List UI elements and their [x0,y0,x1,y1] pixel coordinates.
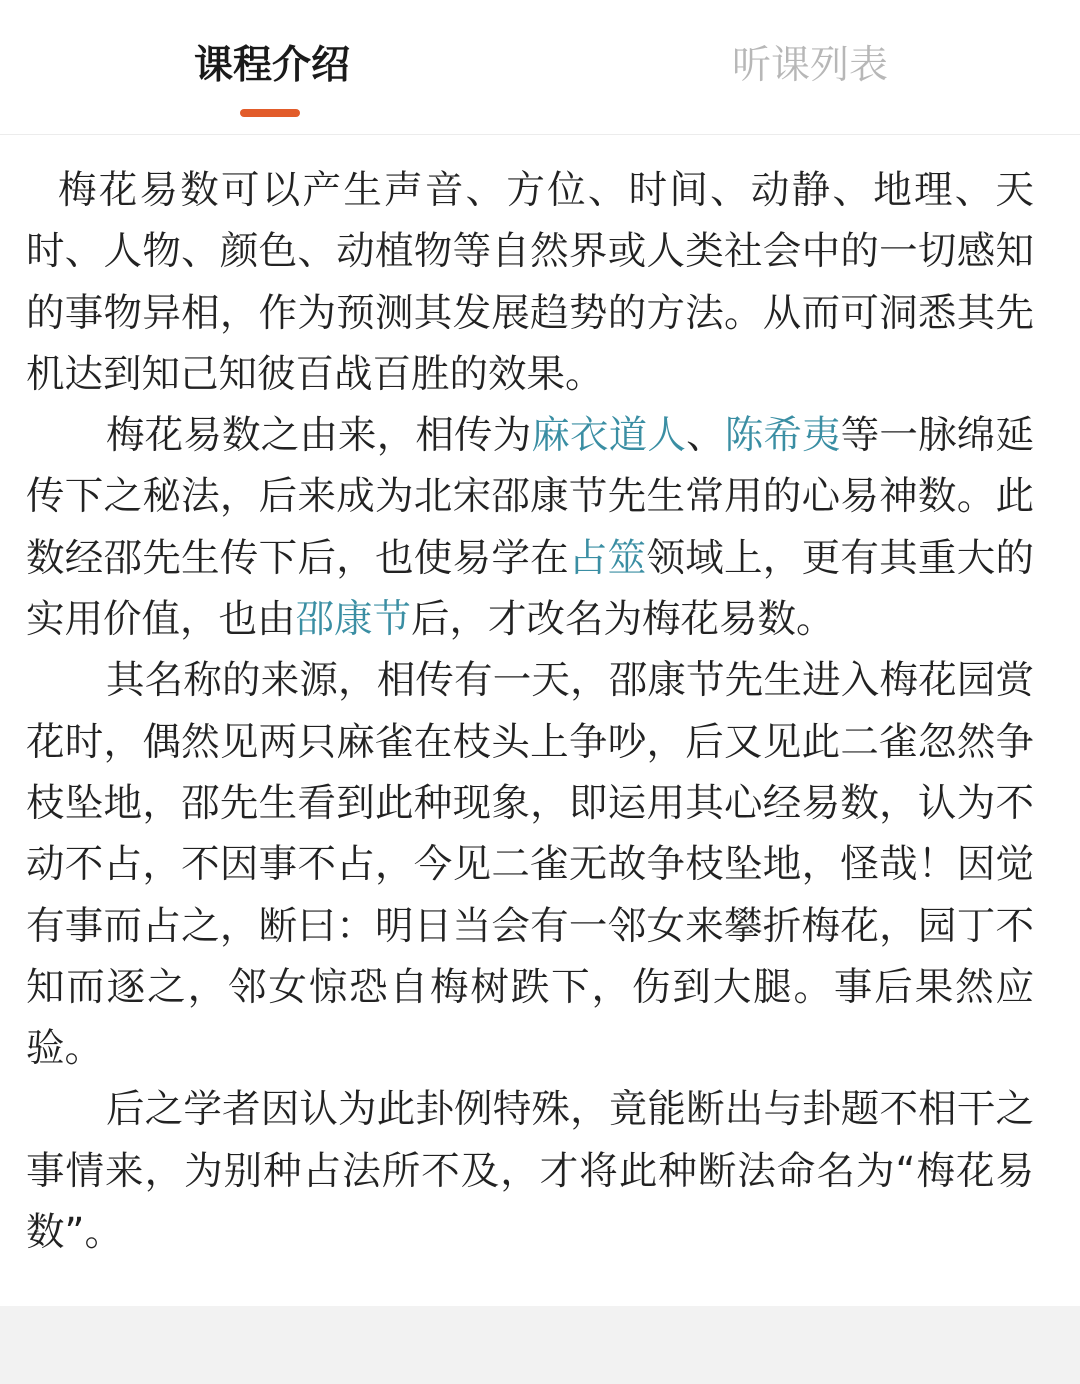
paragraph-2-text-4: 领域上，更有其重大的实用价值，也由 [26,535,1034,643]
link-zhanshi[interactable]: 占筮 [568,535,647,581]
paragraph-2-text-5: 后，才改名为梅花易数。 [411,597,835,643]
paragraph-3: 其名称的来源，相传有一天，邵康节先生进入梅花园赏花时，偶然见两只麻雀在枝头上争吵，后又见此二雀忽然争枝坠地，邵先生看到此种现象，即运用其心经易数，认为不动不占，不因事不占，今见二雀无故争枝坠地，怪哉！因觉有事而占之，断曰：明日当会有一邻女来攀折梅花，园丁不知而逐之，邻女惊恐自梅树跌下，伤到大腿。事后果然应验。 [26,658,1034,1072]
paragraph-2-text-2: 、 [686,413,725,459]
bottom-divider-band [0,1306,1080,1384]
link-shao-kangjie[interactable]: 邵康节 [295,597,412,643]
paragraph-2-text-1: 梅花易数之由来，相传为 [106,413,532,459]
link-mayi-daoren[interactable]: 麻衣道人 [531,413,687,459]
active-tab-indicator [240,109,300,117]
tab-bar [0,0,1080,135]
paragraph-2-text-3: 等一脉绵延传下之秘法，后来成为北宋邵康节先生常用的心易神数。此数经邵先生传下后，也使易学在 [26,413,1034,581]
paragraph-2 [26,405,1034,650]
tab-course-intro[interactable]: 课程介绍 [193,43,350,88]
link-chen-xiyi[interactable]: 陈希夷 [724,413,841,459]
paragraph-4: 后之学者因认为此卦例特殊，竟能断出与卦题不相干之事情来，为别种占法所不及，才将此种断法命名为“梅花易数”。 [26,1087,1034,1256]
tab-lecture-list[interactable]: 听课列表 [731,43,888,88]
paragraph-1: 梅花易数可以产生声音、方位、时间、动静、地理、天时、人物、颜色、动植物等自然界或人类社会中的一切感知的事物异相，作为预测其发展趋势的方法。从而可洞悉其先机达到知己知彼百战百胜的效果。 [26,168,1034,397]
course-description [26,160,1034,1263]
